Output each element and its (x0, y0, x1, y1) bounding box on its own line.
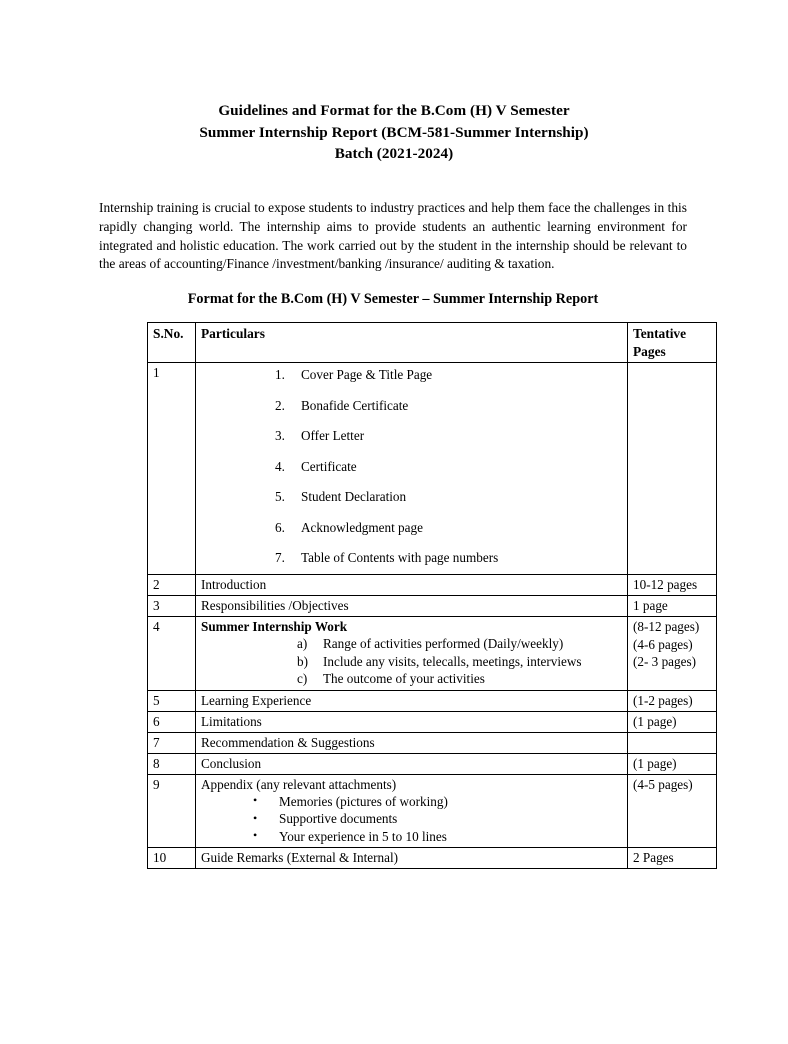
row-sno: 8 (148, 753, 196, 774)
row-particulars: Recommendation & Suggestions (196, 732, 628, 753)
list-item (201, 488, 623, 505)
bullet-icon: • (253, 793, 258, 807)
header-tentative-pages-line2: Pages (633, 343, 666, 359)
row-pages: 10-12 pages (628, 575, 717, 596)
list-item (201, 670, 623, 688)
list-marker: 2. (275, 397, 285, 413)
pages-line: (8-12 pages) (633, 619, 700, 634)
row-particulars: Guide Remarks (External & Internal) (196, 848, 628, 869)
row-sno: 5 (148, 690, 196, 711)
page-title-line-2: Summer Internship Report (BCM-581-Summer Internship) (199, 123, 589, 141)
list-item (201, 653, 623, 671)
row-pages (628, 617, 717, 691)
row-pages: (1 page) (628, 753, 717, 774)
format-table (147, 322, 717, 869)
list-item-label: Table of Contents with page numbers (301, 550, 499, 565)
list-item (201, 793, 623, 811)
list-item-label: Include any visits, telecalls, meetings, interviews (323, 653, 582, 669)
list-marker: 6. (275, 519, 285, 535)
table-row (148, 711, 717, 732)
list-item-label: Bonafide Certificate (301, 397, 409, 413)
pages-line: (4-6 pages) (633, 636, 693, 652)
format-subtitle: Format for the B.Com (H) V Semester – Summer Internship Report (187, 291, 599, 307)
header-tentative-pages (628, 323, 717, 363)
list-item-label: Acknowledgment page (301, 519, 423, 535)
row-sno: 7 (148, 732, 196, 753)
row-particulars: Introduction (196, 575, 628, 596)
list-marker: c) (297, 671, 308, 686)
row-heading: Summer Internship Work (201, 619, 348, 634)
list-item (201, 635, 623, 653)
table-row (148, 774, 717, 848)
row-pages: (1 page) (628, 711, 717, 732)
table-row (148, 732, 717, 753)
header-tentative-pages-line1: Tentative (633, 326, 687, 341)
row-heading: Appendix (any relevant attachments) (201, 776, 397, 792)
preliminary-pages-list (201, 366, 623, 566)
list-item (201, 549, 623, 566)
list-item-label: Supportive documents (279, 811, 398, 827)
list-item-label: Your experience in 5 to 10 lines (279, 828, 447, 844)
table-row (148, 596, 717, 617)
row-sno: 9 (148, 774, 196, 848)
page-title-line-3: Batch (2021-2024) (334, 145, 454, 162)
header-sno: S.No. (148, 323, 196, 363)
pages-line: (2- 3 pages) (633, 654, 696, 669)
list-marker: 4. (275, 458, 285, 474)
table-row (148, 617, 717, 691)
list-item (201, 397, 623, 414)
row-sno: 3 (148, 596, 196, 617)
row-pages: (1-2 pages) (628, 690, 717, 711)
row-sno: 1 (148, 363, 196, 575)
list-marker: 7. (275, 550, 285, 565)
row-sno: 6 (148, 711, 196, 732)
list-item-label: The outcome of your activities (323, 671, 485, 686)
row-sno: 10 (148, 848, 196, 869)
page-title-line-1: Guidelines and Format for the B.Com (H) V Semester (218, 102, 570, 119)
row-pages (628, 363, 717, 575)
table-row (148, 848, 717, 869)
row-particulars: Conclusion (196, 753, 628, 774)
list-item (201, 366, 623, 383)
intro-paragraph: Internship training is crucial to expose students to industry practices and help them face the challenges in this rapidly changing world. The internship aims to provide students an authentic learning environment for integrated and holistic education. The work carried out by the student in the internship should be relevant to the areas of accounting/Finance /investment/banking /insurance/ auditing & taxation. (99, 200, 687, 272)
appendix-list (201, 793, 623, 846)
row-particulars: Learning Experience (196, 690, 628, 711)
list-item (201, 828, 623, 846)
row-pages: 1 page (628, 596, 717, 617)
table-row (148, 690, 717, 711)
table-row (148, 753, 717, 774)
list-marker: b) (297, 653, 308, 669)
row-particulars: Responsibilities /Objectives (196, 596, 628, 617)
list-item-label: Offer Letter (301, 428, 365, 443)
list-item (201, 458, 623, 475)
list-marker: 5. (275, 489, 285, 504)
list-item-label: Certificate (301, 458, 357, 474)
list-marker: 1. (275, 367, 285, 382)
table-row (148, 363, 717, 575)
row-pages: (4-5 pages) (628, 774, 717, 848)
list-item-label: Cover Page & Title Page (301, 367, 433, 382)
row-pages: 2 Pages (628, 848, 717, 869)
row-particulars (196, 617, 628, 691)
list-item (201, 519, 623, 536)
bullet-icon: • (253, 828, 258, 843)
table-row (148, 575, 717, 596)
list-item-label: Memories (pictures of working) (279, 793, 448, 809)
list-item-label: Student Declaration (301, 489, 407, 504)
row-sno: 4 (148, 617, 196, 691)
table-header-row (148, 323, 717, 363)
list-marker: 3. (275, 428, 285, 443)
list-item-label: Range of activities performed (Daily/weekly) (323, 636, 564, 651)
page-title (99, 100, 689, 165)
row-sno: 2 (148, 575, 196, 596)
row-particulars (196, 774, 628, 848)
bullet-icon: • (253, 810, 258, 825)
row-pages (628, 732, 717, 753)
row-particulars: Limitations (196, 711, 628, 732)
internship-work-list (201, 635, 623, 688)
list-item (201, 810, 623, 828)
list-marker: a) (297, 636, 308, 651)
row-particulars (196, 363, 628, 575)
header-particulars: Particulars (196, 323, 628, 363)
list-item (201, 427, 623, 444)
